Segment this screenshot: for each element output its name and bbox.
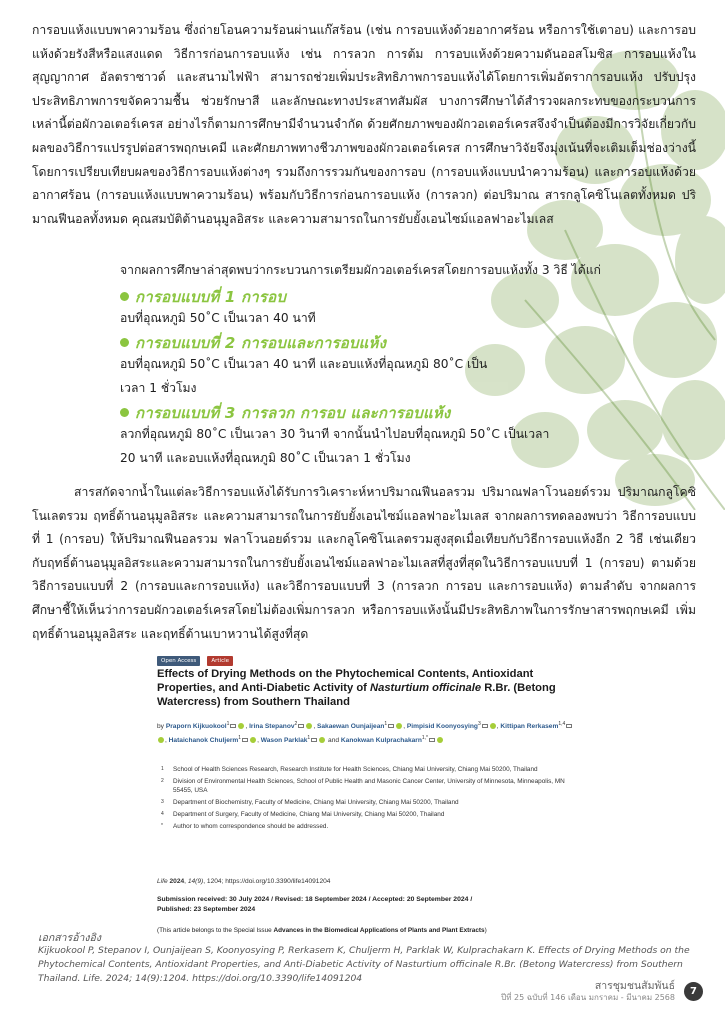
affiliation-item (161, 766, 571, 775)
article-title (157, 667, 577, 709)
publication-issue: ปีที่ 25 ฉบับที่ 146 เดือน มกราคม - มีนาคม 2568 (501, 993, 675, 1002)
article-type-badge: Article (207, 656, 233, 666)
by-label: by (157, 723, 164, 731)
journal-volume: 14(9) (187, 878, 204, 885)
article-screenshot (147, 641, 587, 936)
author-affiliation-ref: 1 (238, 734, 242, 741)
author-name[interactable]: Hataichanok Chuljerm (168, 736, 239, 744)
affiliation-number: 2 (161, 778, 164, 785)
orcid-icon[interactable] (158, 737, 164, 743)
author-name[interactable]: Wason Parklak (260, 736, 308, 744)
journal-doi: , 1204; https://doi.org/10.3390/life14091204 (203, 878, 331, 885)
author-affiliation-ref: 1,4 (558, 721, 566, 727)
affiliation-list (161, 766, 571, 836)
article-badges (157, 647, 235, 666)
page-number: 7 (684, 982, 703, 1001)
author-affiliation-ref: 1 (307, 734, 311, 741)
method-2-desc: อบที่อุณหภูมิ 50˚C เป็นเวลา 40 นาที และอบแห้งที่อุณหภูมิ 80˚C เป็น เวลา 1 ชั่วโมง (120, 357, 488, 395)
mail-icon[interactable] (311, 738, 317, 742)
method-3-title-text: การอบแบบที่ 3 การลวก การอบ และการอบแห้ง (135, 404, 451, 422)
mail-icon[interactable] (230, 724, 236, 728)
article-title-part2: R.Br. (Betong Watercress) from Southern Thailand (157, 682, 556, 708)
author-name[interactable]: Pimpisid Koonyosying (406, 723, 478, 731)
mail-icon[interactable] (388, 724, 394, 728)
special-issue-post: ) (484, 927, 487, 934)
orcid-icon[interactable] (250, 737, 256, 743)
author-affiliation-ref: 2 (294, 721, 298, 727)
orcid-icon[interactable] (396, 723, 402, 729)
journal-year: 2024 (169, 878, 185, 885)
mail-icon[interactable] (566, 724, 572, 728)
author-name[interactable]: Irina Stepanov (249, 723, 295, 731)
method-2-title-text: การอบแบบที่ 2 การอบและการอบแห้ง (135, 334, 387, 352)
affiliation-number: 1 (161, 766, 164, 772)
affiliation-number: * (161, 823, 163, 830)
bullet-icon (120, 408, 129, 417)
author-name[interactable]: Sakaewan Ounjaijean (316, 723, 385, 731)
affiliation-text: Division of Environmental Health Sciences, School of Public Health and Masonic Cancer Center, University of Minnesota, Minneapolis, MN 55455, USA (173, 778, 565, 794)
affiliation-number: 3 (161, 798, 164, 805)
orcid-icon[interactable] (319, 737, 325, 743)
affiliation-text: Department of Surgery, Faculty of Medicine, Chiang Mai University, Chiang Mai 50200, Thailand (173, 811, 445, 819)
journal-name: Life (157, 878, 168, 885)
special-issue-note (157, 927, 587, 934)
article-authors: by Praporn Kijkuokool$^1$ , Irina Stepanov$^2$ , Sakaewan Ounjaijean$^1$ , Pimpisid Koonyosying$^3$ , Kittipan Rerkasem$^{1,4}$, Hataichanok Chuljerm$^1$ , Wason Parklak$^1$ and Kanokwan Kulprachakarn$^{1,*}$ (157, 719, 577, 747)
method-1-title-text: การอบแบบที่ 1 การอบ (135, 288, 287, 306)
mail-icon[interactable] (242, 738, 248, 742)
open-access-badge: Open Access (157, 656, 200, 666)
mail-icon[interactable] (482, 724, 488, 728)
orcid-icon[interactable] (437, 737, 443, 743)
mail-icon[interactable] (429, 738, 435, 742)
mail-icon[interactable] (298, 724, 304, 728)
author-name[interactable]: Kittipan Rerkasem (500, 723, 559, 731)
article-citation: Life 2024, 14(9), 1204; https://doi.org/10.3390/life14091204 (157, 878, 331, 885)
method-1-desc: อบที่อุณหภูมิ 50˚C เป็นเวลา 40 นาที (120, 311, 316, 325)
dates-line-2: Published: 23 September 2024 (157, 906, 256, 914)
body-paragraph-2: สารสกัดจากน้ำในแต่ละวิธีการอบแห้งได้รับการวิเคราะห์หาปริมาณฟีนอลรวม ปริมาณฟลาโวนอยด์รวม ปริมาณกลูโคซิโนเลตรวม ฤทธิ์ต้านอนุมูลอิสระ และความสามารถในการยับยั้งเอนไซม์แอลฟาอะไมเลส จากผลการทดลองพบว่า วิธีการอบแบบที่ 1 (การอบ) ให้ปริมาณฟีนอลรวม ฟลาโวนอยด์รวม และกลูโคซิโนเลตรวมสูงสุดเมื่อเทียบกับวิธีการอบแห้งอีก 2 วิธี เช่นเดียวกับฤทธิ์ต้านอนุมูลอิสระและความสามารถในการยับยั้งเอนไซม์แอลฟาอะไมเลสที่สูงที่สุดในวิธีการอบแบบที่ 1 (การอบ) ตามด้วยวิธีการอบแบบที่ 2 (การอบและการอบแห้ง) และวิธีการอบแบบที่ 3 (การลวก การอบ และการอบแห้ง) ตามลำดับ จากผลการศึกษาชี้ให้เห็นว่าการอบผักวอเตอร์เครสโดยไม่ต้องเพิ่มการลวก หรือการอบแห้งนั้นมีประสิทธิภาพในการรักษาสารพฤกษเคมี เพิ่มฤทธิ์ต้านอนุมูลอิสระ และฤทธิ์ต้านเบาหวานได้สูงที่สุด (32, 485, 696, 641)
orcid-icon[interactable] (306, 723, 312, 729)
affiliation-text: Author to whom correspondence should be addressed. (173, 823, 329, 831)
body-paragraph-1: การอบแห้งแบบพาความร้อน ซึ่งถ่ายโอนความร้อนผ่านแก๊สร้อน (เช่น การอบแห้งด้วยอากาศร้อน หรือการใช้เตาอบ) และการอบแห้งด้วยรังสีหรือแสงแดด วิธีการก่อนการอบแห้ง เช่น การลวก การต้ม การอบแห้งด้วยความดันออสโมซิส การอบแห้งในสุญญากาศ อัลตราซาวด์ และสนามไฟฟ้า สามารถช่วยเพิ่มประสิทธิภาพการอบแห้งได้โดยการเพิ่มอัตราการอบแห้ง ปรับปรุงประสิทธิภาพการขจัดความชื้น ช่วยรักษาสี และลักษณะทางประสาทสัมผัส บางการศึกษาได้สำรวจผลกระทบของกระบวนการเหล่านี้ต่อผักวอเตอร์เครส อย่างไรก็ตามการศึกษามีจำนวนจำกัด ด้วยศักยภาพของผักวอเตอร์เครสจึงจำเป็นต้องมีการวิจัยเกี่ยวกับผลของวิธีการแปรรูปต่อสารพฤกษเคมี และศักยภาพทางชีวภาพของผักวอเตอร์เครส การศึกษาวิจัยจึงมุ่งเน้นที่จะเติมเต็มช่องว่างนี้โดยการเปรียบเทียบผลของวิธีการอบแห้งต่างๆ รวมถึงการรวมกันของการอบ (การอบแห้งแบบนำความร้อน) และการอบแห้งด้วยอากาศร้อน (การอบแห้งแบบพาความร้อน) พร้อมกับวิธีการก่อนการอบแห้ง (การลวก) ต่อปริมาณ สารกลูโคซิโนเลตทั้งหมด ปริมาณฟีนอลทั้งหมด คุณสมบัติต้านอนุมูลอิสระ และความสามารถในการยับยั้งเอนไซม์แอลฟาอะไมเลส (32, 23, 696, 226)
method-3-desc: ลวกที่อุณหภูมิ 80˚C เป็นเวลา 30 วินาที จากนั้นนำไปอบที่อุณหภูมิ 50˚C เป็นเวลา 20 นาที และอบแห้งที่อุณหภูมิ 80˚C เป็นเวลา 1 ชั่วโมง (120, 427, 550, 465)
author-affiliation-ref: 1,* (421, 734, 429, 741)
article-title-species: Nasturtium officinale (370, 682, 482, 694)
affiliation-text: Department of Biochemistry, Faculty of Medicine, Chiang Mai University, Chiang Mai 50200, Thailand (173, 798, 459, 806)
special-issue-pre: (This article belongs to the Special Issue (157, 927, 274, 934)
affiliation-item (161, 823, 571, 832)
affiliation-item (161, 778, 571, 795)
article-title-part1: Effects of Drying Methods on the Phytochemical Contents, Antioxidant Properties, and Anti-Diabetic Activity of (157, 668, 534, 694)
orcid-icon[interactable] (238, 723, 244, 729)
author-name[interactable]: Praporn Kijkuokool (165, 723, 227, 731)
affiliation-text: School of Health Sciences Research, Research Institute for Health Sciences, Chiang Mai University, Chiang Mai 50200, Thailand (173, 766, 538, 773)
affiliation-item (161, 799, 571, 808)
author-name[interactable]: Kanokwan Kulprachakarn (340, 736, 422, 744)
orcid-icon[interactable] (490, 723, 496, 729)
affiliation-number: 4 (161, 811, 164, 818)
bullet-icon (120, 338, 129, 347)
reference-text: Kijkuokool P, Stepanov I, Ounjaijean S, Koonyosying P, Rerkasem K, Chuljerm H, Parklak W, Kulprachakarn K. Effects of Drying Methods on the Phytochemical Contents, Antioxidant Properties, and Anti-Diabetic Activity of Nasturtium officinale R.Br. (Betong Watercress) from Southern Thailand. Life. 2024; 14(9):1204. https://doi.org/10.3390/life14091204 (38, 945, 690, 984)
reference-label: เอกสารอ้างอิง (38, 932, 101, 944)
author-affiliation-ref: 1 (226, 721, 230, 727)
publication-name: สารชุมชนสัมพันธ์ (594, 980, 675, 992)
methods-intro: จากผลการศึกษาล่าสุดพบว่ากระบวนการเตรียมผักวอเตอร์เครสโดยการอบแห้งทั้ง 3 วิธี ได้แก่ (120, 263, 601, 277)
affiliation-item (161, 811, 571, 820)
author-affiliation-ref: 3 (477, 721, 481, 727)
special-issue-name: Advances in the Biomedical Applications of Plants and Plant Extracts (273, 927, 485, 934)
and-label: and (328, 736, 340, 744)
article-dates (157, 895, 577, 915)
bullet-icon (120, 292, 129, 301)
author-affiliation-ref: 1 (384, 721, 388, 727)
dates-line-1: Submission received: 30 July 2024 / Revised: 18 September 2024 / Accepted: 20 September 2024 / (157, 896, 473, 903)
